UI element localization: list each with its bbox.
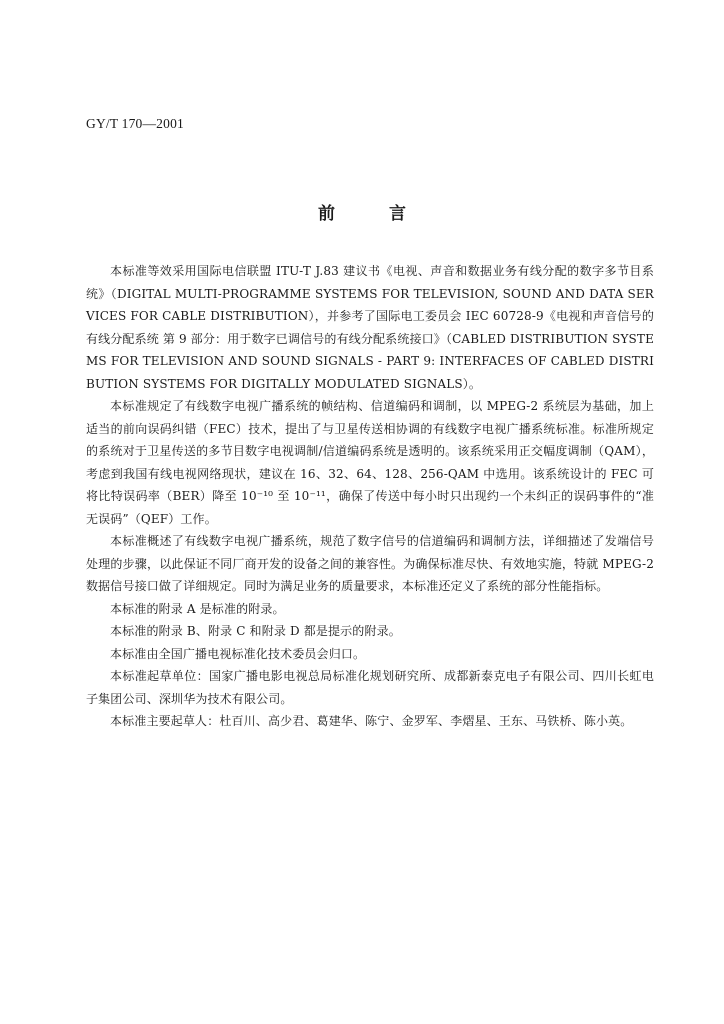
paragraph-system-scope: 本标准规定了有线数字电视广播系统的帧结构、信道编码和调制，以 MPEG-2 系统层为基础，加上适当的前向误码纠错（FEC）技术，提出了与卫星传送相协调的有线数字电视广播系统标准。标准所规定的系统对于卫星传送的多节目数字电视调制/信道编码系统是透明的。该系统采用正交幅度调制（QAM），考虑到我国有线电视网络现状，建议在 16、32、64、128、256-QAM 中选用。该系统设计的 FEC 可将比特误码率（BER）降至 10⁻¹⁰ 至 10⁻¹¹，确保了传送中每小时只出现约一个未纠正的误码事件的“准无误码”（QEF）工作。 — [86, 399, 654, 526]
document-code: GY/T 170—2001 — [86, 116, 184, 131]
paragraph-drafters: 本标准主要起草人：杜百川、高少君、葛建华、陈宁、金罗军、李熠星、王东、马铁桥、陈小英。 — [110, 714, 633, 728]
paragraph-annex-a: 本标准的附录 A 是标准的附录。 — [110, 601, 285, 616]
paragraph-committee: 本标准由全国广播电视标准化技术委员会归口。 — [110, 646, 366, 661]
section-title: 前 言 — [318, 204, 430, 224]
paragraph-drafting-units: 本标准起草单位：国家广播电影电视总局标准化规划研究所、成都新泰克电子有限公司、四川长虹电子集团公司、深圳华为技术有限公司。 — [86, 669, 654, 706]
paragraph-overview: 本标准概述了有线数字电视广播系统，规范了数字信号的信道编码和调制方法，详细描述了发端信号处理的步骤，以此保证不同厂商开发的设备之间的兼容性。为确保标准尽快、有效地实施，特就 MPEG-2 数据信号接口做了详细规定。同时为满足业务的质量要求，本标准还定义了系统的部分性能指标。 — [86, 534, 654, 593]
foreword-body — [86, 260, 654, 733]
paragraph-adoption: 本标准等效采用国际电信联盟 ITU-T J.83 建议书《电视、声音和数据业务有线分配的数字多节目系统》（DIGITAL MULTI-PROGRAMME SYSTEMS FOR TELEVISION, SOUND AND DATA SERVICES FOR CABLE DISTRIBUTION），并参考了国际电工委员会 IEC 60728-9《电视和声音信号的有线分配系统 第 9 部分：用于数字已调信号的有线分配系统接口》（CABLED DISTRIBUTION SYSTEMS FOR TELEVISION AND SOUND SIGNALS - PART 9: INTERFACES OF CABLED DISTRIBUTION SYSTEMS FOR DIGITALLY MODULATED SIGNALS）。 — [86, 264, 654, 391]
paragraph-annex-bcd: 本标准的附录 B、附录 C 和附录 D 都是提示的附录。 — [110, 624, 401, 638]
